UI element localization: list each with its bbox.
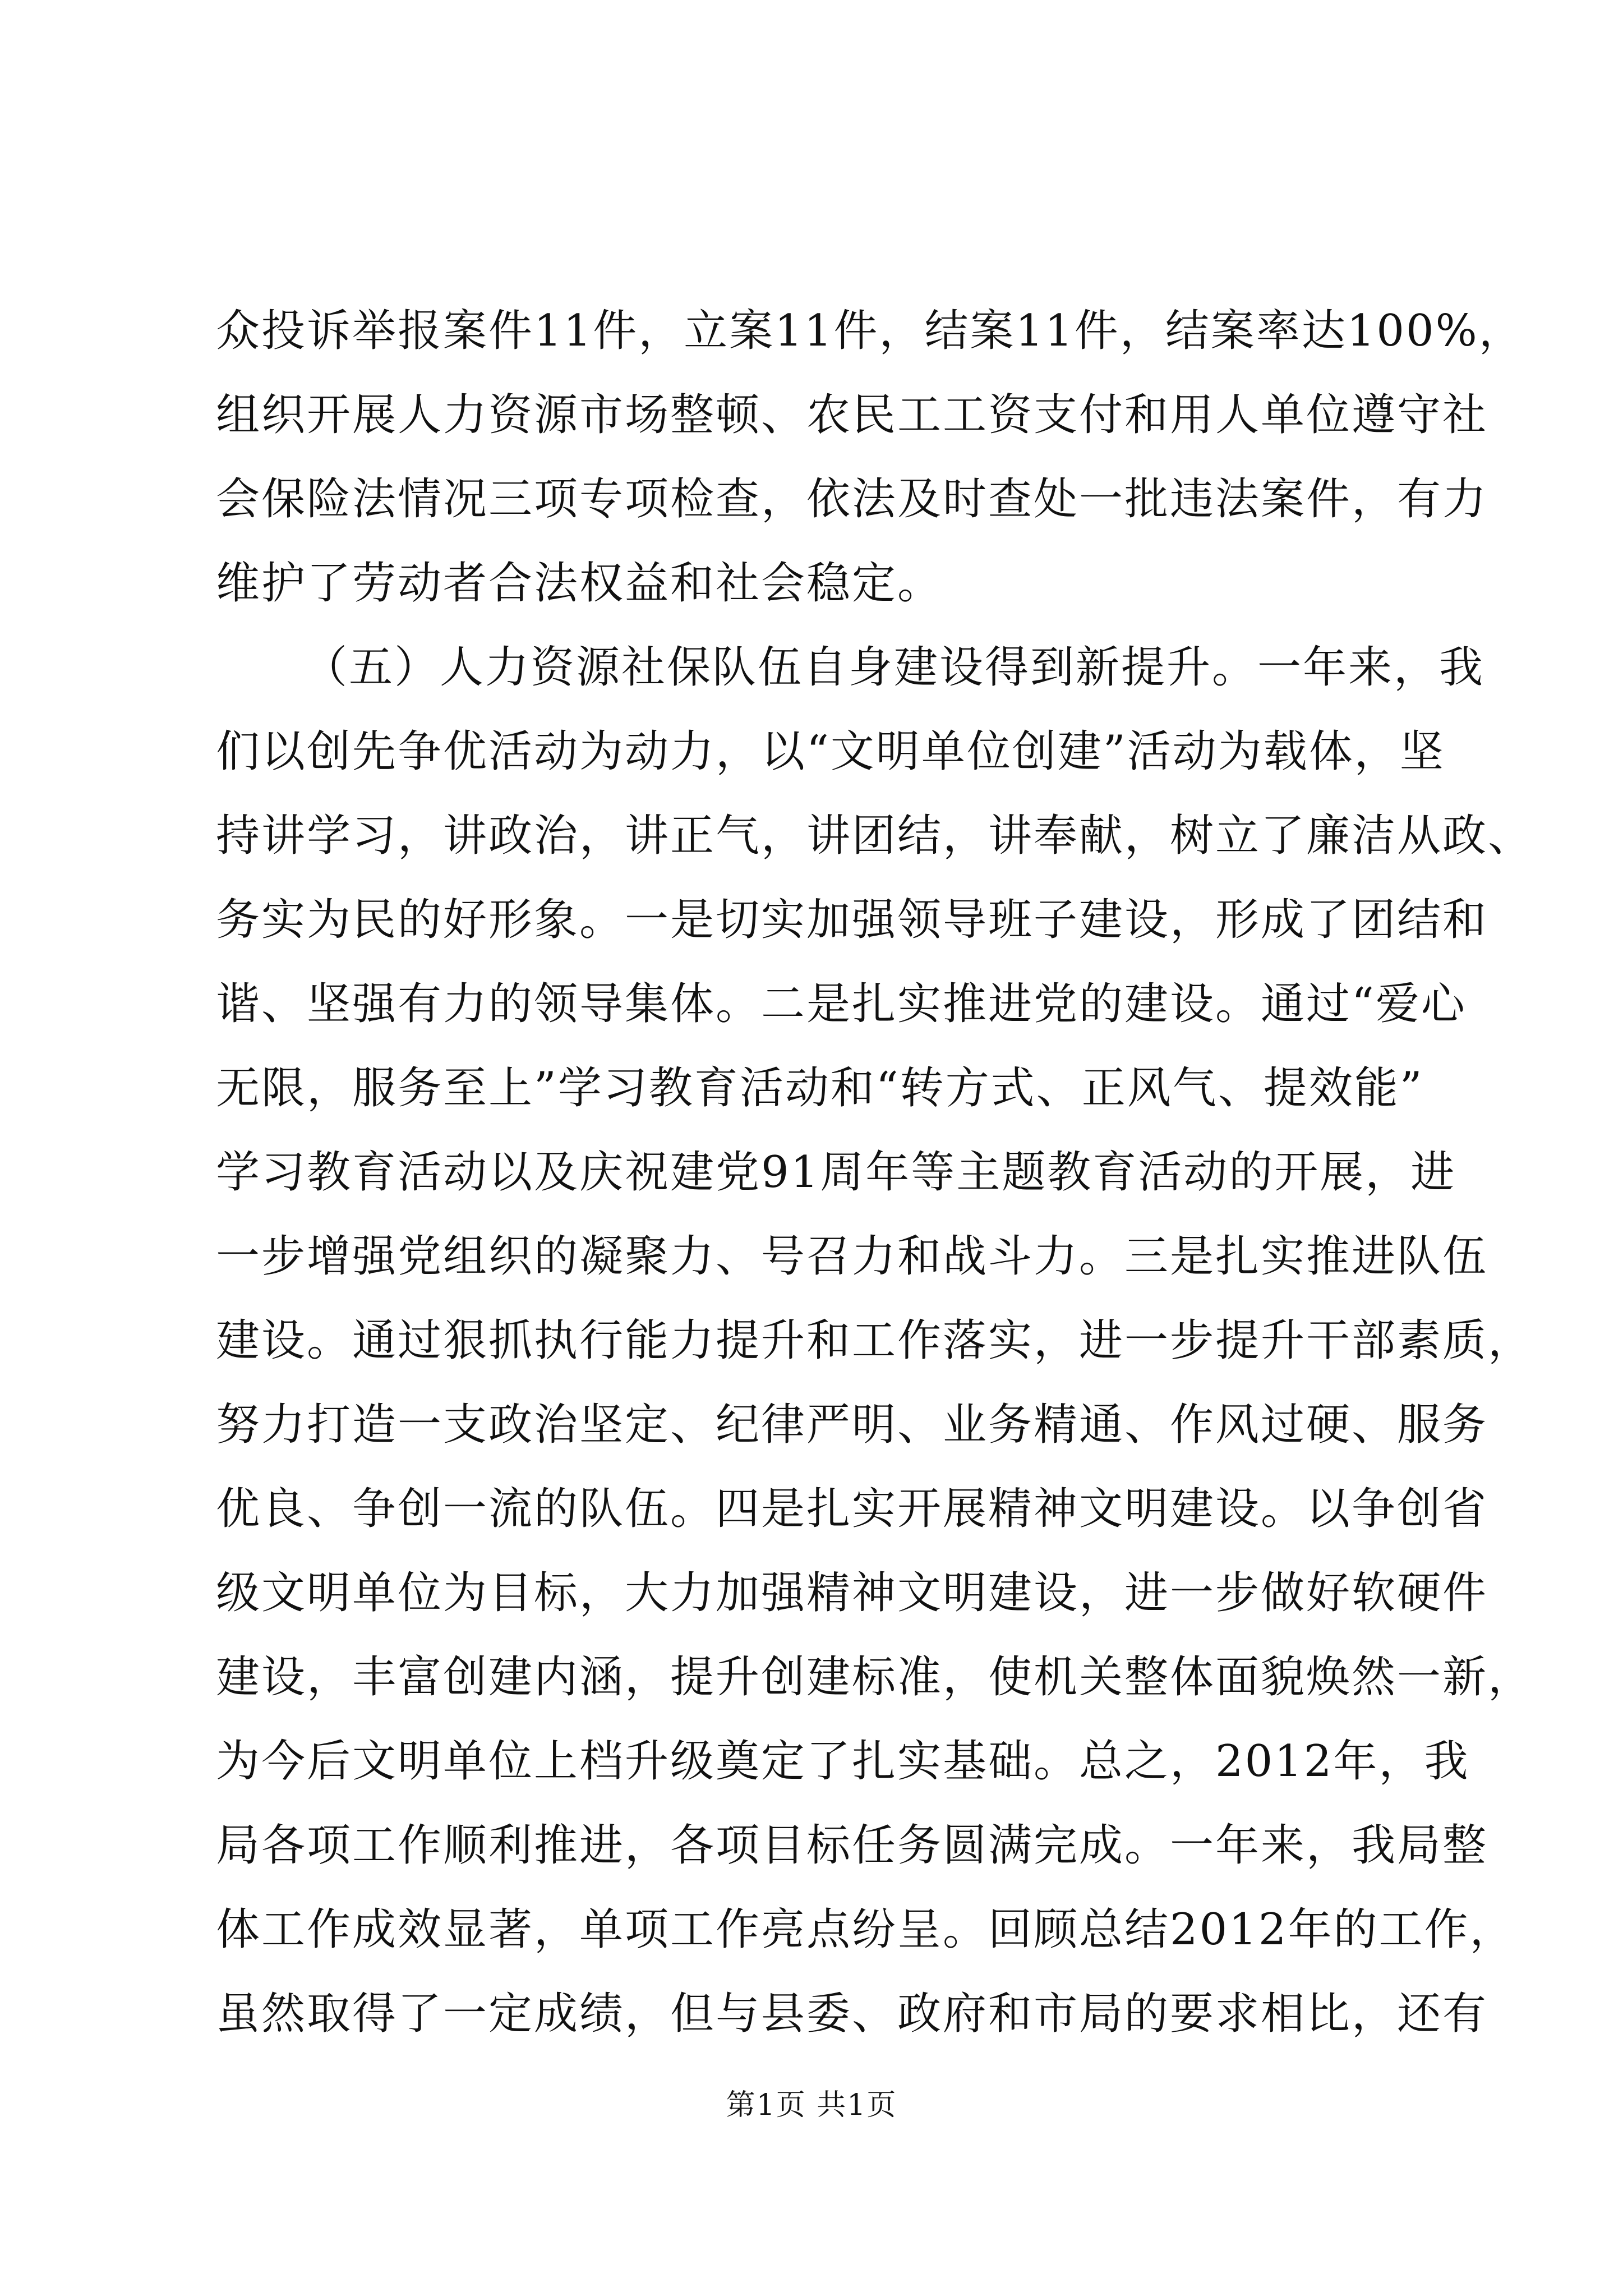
text-line: 虽然取得了一定成绩，但与县委、政府和市局的要求相比，还有: [216, 1989, 1488, 2039]
text-line: 建设。通过狠抓执行能力提升和工作落实，进一步提升干部素质，: [216, 1315, 1534, 1366]
paragraph-start-line: （五）人力资源社保队伍自身建设得到新提升。一年来，我: [303, 642, 1485, 693]
text-line: 级文明单位为目标，大力加强精神文明建设，进一步做好软硬件: [216, 1568, 1488, 1618]
text-line: 为今后文明单位上档升级奠定了扎实基础。总之，2012年，我: [216, 1736, 1470, 1787]
text-line: 务实为民的好形象。一是切实加强领导班子建设，形成了团结和: [216, 895, 1488, 945]
document-body: [216, 289, 1534, 2056]
text-line: 体工作成效显著，单项工作亮点纷呈。回顾总结2012年的工作，: [216, 1904, 1515, 1955]
text-line: 无限，服务至上”学习教育活动和“转方式、正风气、提效能”: [216, 1063, 1424, 1114]
text-line: 局各项工作顺利推进，各项目标任务圆满完成。一年来，我局整: [216, 1820, 1488, 1871]
text-line: 学习教育活动以及庆祝建党91周年等主题教育活动的开展，进: [216, 1147, 1456, 1198]
text-line: 优良、争创一流的队伍。四是扎实开展精神文明建设。以争创省: [216, 1484, 1488, 1534]
text-line: 一步增强党组织的凝聚力、号召力和战斗力。三是扎实推进队伍: [216, 1231, 1488, 1282]
text-line: 们以创先争优活动为动力，以“文明单位创建”活动为载体，坚: [216, 726, 1445, 777]
page-number-footer: 第1页 共1页: [726, 2088, 897, 2122]
text-line: 建设，丰富创建内涵，提升创建标准，使机关整体面貌焕然一新，: [216, 1652, 1534, 1703]
text-line: 谐、坚强有力的领导集体。二是扎实推进党的建设。通过“爱心: [216, 979, 1467, 1029]
text-line: 众投诉举报案件11件，立案11件，结案11件，结案率达100%，: [216, 306, 1524, 356]
text-line: 维护了劳动者合法权益和社会稳定。: [216, 558, 943, 609]
text-line: 持讲学习，讲政治，讲正气，讲团结，讲奉献，树立了廉洁从政、: [216, 811, 1534, 861]
text-line: 会保险法情况三项专项检查，依法及时查处一批违法案件，有力: [216, 474, 1488, 524]
text-line: 努力打造一支政治坚定、纪律严明、业务精通、作风过硬、服务: [216, 1400, 1488, 1450]
text-line: 组织开展人力资源市场整顿、农民工工资支付和用人单位遵守社: [216, 390, 1488, 440]
